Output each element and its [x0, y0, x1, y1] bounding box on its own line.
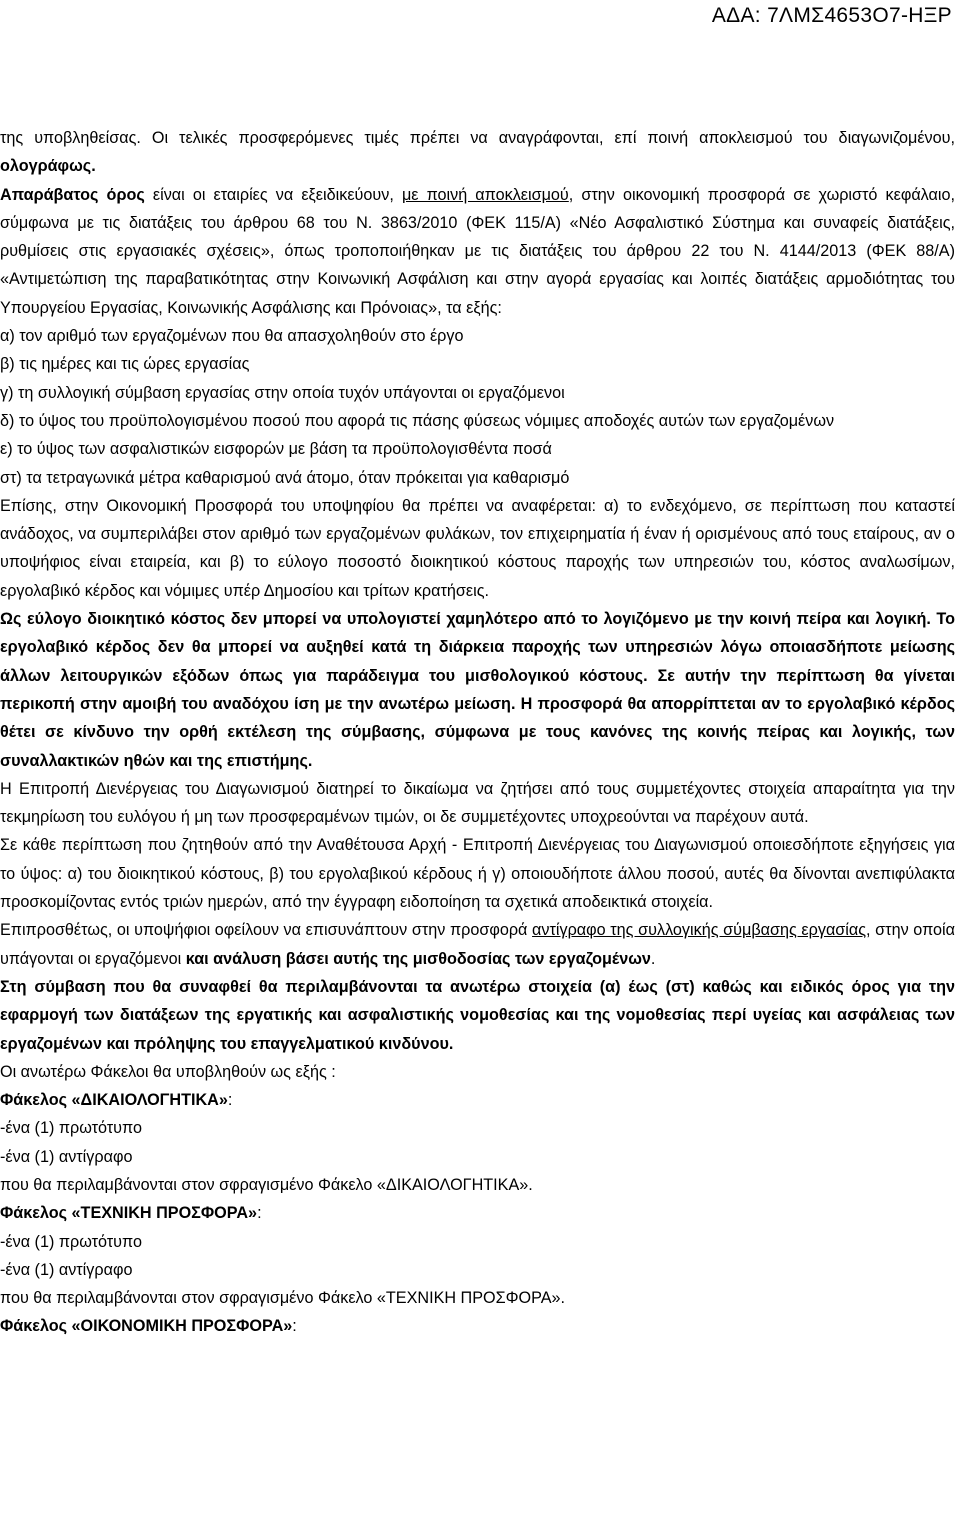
collective-agreement-bold: και ανάλυση βάσει αυτής της μισθοδοσίας των εργαζομένων	[185, 949, 651, 968]
folder-title-financial-offer	[0, 1312, 955, 1340]
folder-title-colon: :	[257, 1204, 262, 1223]
paragraph-contract-terms: Στη σύμβαση που θα συναφθεί θα περιλαμβάνονται τα ανωτέρω στοιχεία (α) έως (στ) καθώς και ειδικός όρος για την εφαρμογή των διατάξεων της εργατικής και ασφαλιστικής νομοθεσίας και της νομοθεσίας περί υγείας και ασφάλειας των εργαζομένων και πρόληψης του επαγγελματικού κινδύνου.	[0, 977, 955, 1053]
folder-line-copy: -ένα (1) αντίγραφο	[0, 1147, 133, 1166]
folder-title-text: Φάκελος «ΔΙΚΑΙΟΛΟΓΗΤΙΚΑ»	[0, 1091, 228, 1110]
folder-line-sealed: που θα περιλαμβάνονται στον σφραγισμένο Φάκελο «ΔΙΚΑΙΟΛΟΓΗΤΙΚΑ».	[0, 1175, 533, 1194]
folder-title-text: Φάκελος «ΟΙΚΟΝΟΜΙΚΗ ΠΡΟΣΦΟΡΑ»	[0, 1317, 293, 1336]
exclusion-penalty-underlined: με ποινή αποκλεισμού	[401, 185, 569, 204]
paragraph-prices	[0, 124, 955, 181]
collective-agreement-text: Επιπροσθέτως, οι υποψήφιοι οφείλουν να επισυνάπτουν στην προσφορά	[0, 921, 533, 940]
mandatory-term-bold: Απαράβατος όρος	[0, 185, 145, 204]
ada-identifier: ΑΔΑ: 7ΛΜΣ4653Ο7-ΗΞΡ	[711, 4, 952, 27]
document-body	[0, 124, 955, 1341]
list-item-b: β) τις ημέρες και τις ώρες εργασίας	[0, 355, 250, 374]
folder-title-qualifications	[0, 1086, 955, 1114]
folder-line-sealed: που θα περιλαμβάνονται στον σφραγισμένο Φάκελο «ΤΕΧΝΙΚΗ ΠΡΟΣΦΟΡΑ».	[0, 1289, 566, 1308]
list-item-st: στ) τα τετραγωνικά μέτρα καθαρισμού ανά άτομο, όταν πρόκειται για καθαρισμό	[0, 468, 570, 487]
folder-line-copy: -ένα (1) αντίγραφο	[0, 1260, 133, 1279]
paragraph-financial-offer: Επίσης, στην Οικονομική Προσφορά του υποψηφίου θα πρέπει να αναφέρεται: α) το ενδεχόμενο, σε περίπτωση που καταστεί ανάδοχος, να συμπεριλάβει στον αριθμό των εργαζομένων φυλάκων, τον επιχειρηματία ή έναν ή ορισμένους από τους εταίρους, αν ο υποψήφιος είναι εταιρεία, και β) το εύλογο ποσοστό διοικητικού κόστους παροχής των υπηρεσιών του, κόστος αναλωσίμων, εργολαβικό κέρδος και νόμιμες υπέρ Δημοσίου και τρίτων κρατήσεις.	[0, 496, 955, 600]
prices-text: της υποβληθείσας. Οι τελικές προσφερόμενες τιμές πρέπει να αναγράφονται, επί ποινή αποκλεισμού του διαγωνιζομένου,	[0, 129, 955, 147]
folder-title-colon: :	[292, 1317, 297, 1336]
collective-agreement-end: .	[650, 949, 656, 968]
list-item-a: α) τον αριθμό των εργαζομένων που θα απασχοληθούν στο έργο	[0, 327, 464, 346]
folder-title-technical-offer	[0, 1199, 955, 1227]
paragraph-collective-agreement	[0, 916, 955, 973]
paragraph-explanations: Σε κάθε περίπτωση που ζητηθούν από την Αναθέτουσα Αρχή - Επιτροπή Διενέργειας του Διαγωνισμού οποιεσδήποτε εξηγήσεις για το ύψος: α) του διοικητικού κόστους, β) του εργολαβικού κέρδους ή γ) οποιουδήποτε άλλου ποσού, αυτές θα δίνονται ανεπιφύλακτα προσκομίζοντας εντός τριών ημερών, από την έγγραφη ειδοποίηση τα σχετικά αποδεικτικά στοιχεία.	[0, 836, 955, 912]
paragraph-folders-intro: Οι ανωτέρω Φάκελοι θα υποβληθούν ως εξής :	[0, 1062, 336, 1081]
paragraph-mandatory-term	[0, 181, 955, 322]
paragraph-admin-cost: Ως εύλογο διοικητικό κόστος δεν μπορεί να υπολογιστεί χαμηλότερο από το λογιζόμενο με την κοινή πείρα και λογική. Το εργολαβικό κέρδος δεν θα μπορεί να αυξηθεί κατά τη διάρκεια παροχής των υπηρεσιών λόγω οποιασδήποτε μείωσης άλλων λειτουργικών εξόδων όπως για παράδειγμα του μισθολογικού κόστους. Σε αυτήν την περίπτωση θα γίνεται περικοπή στην αμοιβή του αναδόχου ίση με την ανωτέρω μείωση. Η προσφορά θα απορρίπτεται αν το εργολαβικό κέρδος θέτει σε κίνδυνο την ορθή εκτέλεση της σύμβασης, σύμφωνα με τους κανόνες της κοινής πείρας και λογικής, των συναλλακτικών ηθών και της επιστήμης.	[0, 610, 955, 770]
folder-line-original: -ένα (1) πρωτότυπο	[0, 1232, 142, 1251]
folder-line-original: -ένα (1) πρωτότυπο	[0, 1119, 142, 1138]
paragraph-committee-right: Η Επιτροπή Διενέργειας του Διαγωνισμού διατηρεί το δικαίωμα να ζητήσει από τους συμμετέχοντες στοιχεία απαραίτητα για την τεκμηρίωση του ευλόγου ή μη των προσφεραμένων τιμών, οι δε συμμετέχοντες υποχρεούνται να παρέχουν αυτά.	[0, 779, 955, 827]
list-item-e: ε) το ύψος των ασφαλιστικών εισφορών με βάση τα προϋπολογισθέντα ποσά	[0, 440, 552, 459]
collective-agreement-underlined: αντίγραφο της συλλογικής σύμβασης εργασίας	[532, 921, 867, 940]
prices-bold: ολογράφως.	[0, 157, 96, 176]
mandatory-term-rest: , στην οικονομική προσφορά σε χωριστό κεφάλαιο, σύμφωνα με τις διατάξεις του άρθρου 68 του Ν. 3863/2010 (ΦΕΚ 115/Α) «Νέο Ασφαλιστικό Σύστημα και συναφείς διατάξεις, ρυθμίσεις στις εργασιακές σχέσεις», όπως τροποποιήθηκαν με τις διατάξεις του άρθρου 22 του Ν. 4144/2013 (ΦΕΚ 88/Α) «Αντιμετώπιση της παραβατικότητας στην Κοινωνική Ασφάλιση και στην αγορά εργασίας και λοιπές διατάξεις αρμοδιότητας του Υπουργείου Εργασίας, Κοινωνικής Ασφάλισης και Πρόνοιας», τα εξής:	[0, 185, 955, 317]
list-item-c: γ) τη συλλογική σύμβαση εργασίας στην οποία τυχόν υπάγονται οι εργαζόμενοι	[0, 383, 565, 402]
list-item-d: δ) το ύψος του προϋπολογισμένου ποσού που αφορά τις πάσης φύσεως νόμιμες αποδοχές αυτών των εργαζομένων	[0, 411, 835, 430]
folder-title-colon: :	[227, 1091, 233, 1110]
folder-title-text: Φάκελος «ΤΕΧΝΙΚΗ ΠΡΟΣΦΟΡΑ»	[0, 1204, 258, 1223]
mandatory-term-text: είναι οι εταιρίες να εξειδικεύουν,	[144, 185, 402, 204]
collective-agreement-middle: , στην οποία υπάγονται οι εργαζόμενοι	[0, 921, 955, 968]
